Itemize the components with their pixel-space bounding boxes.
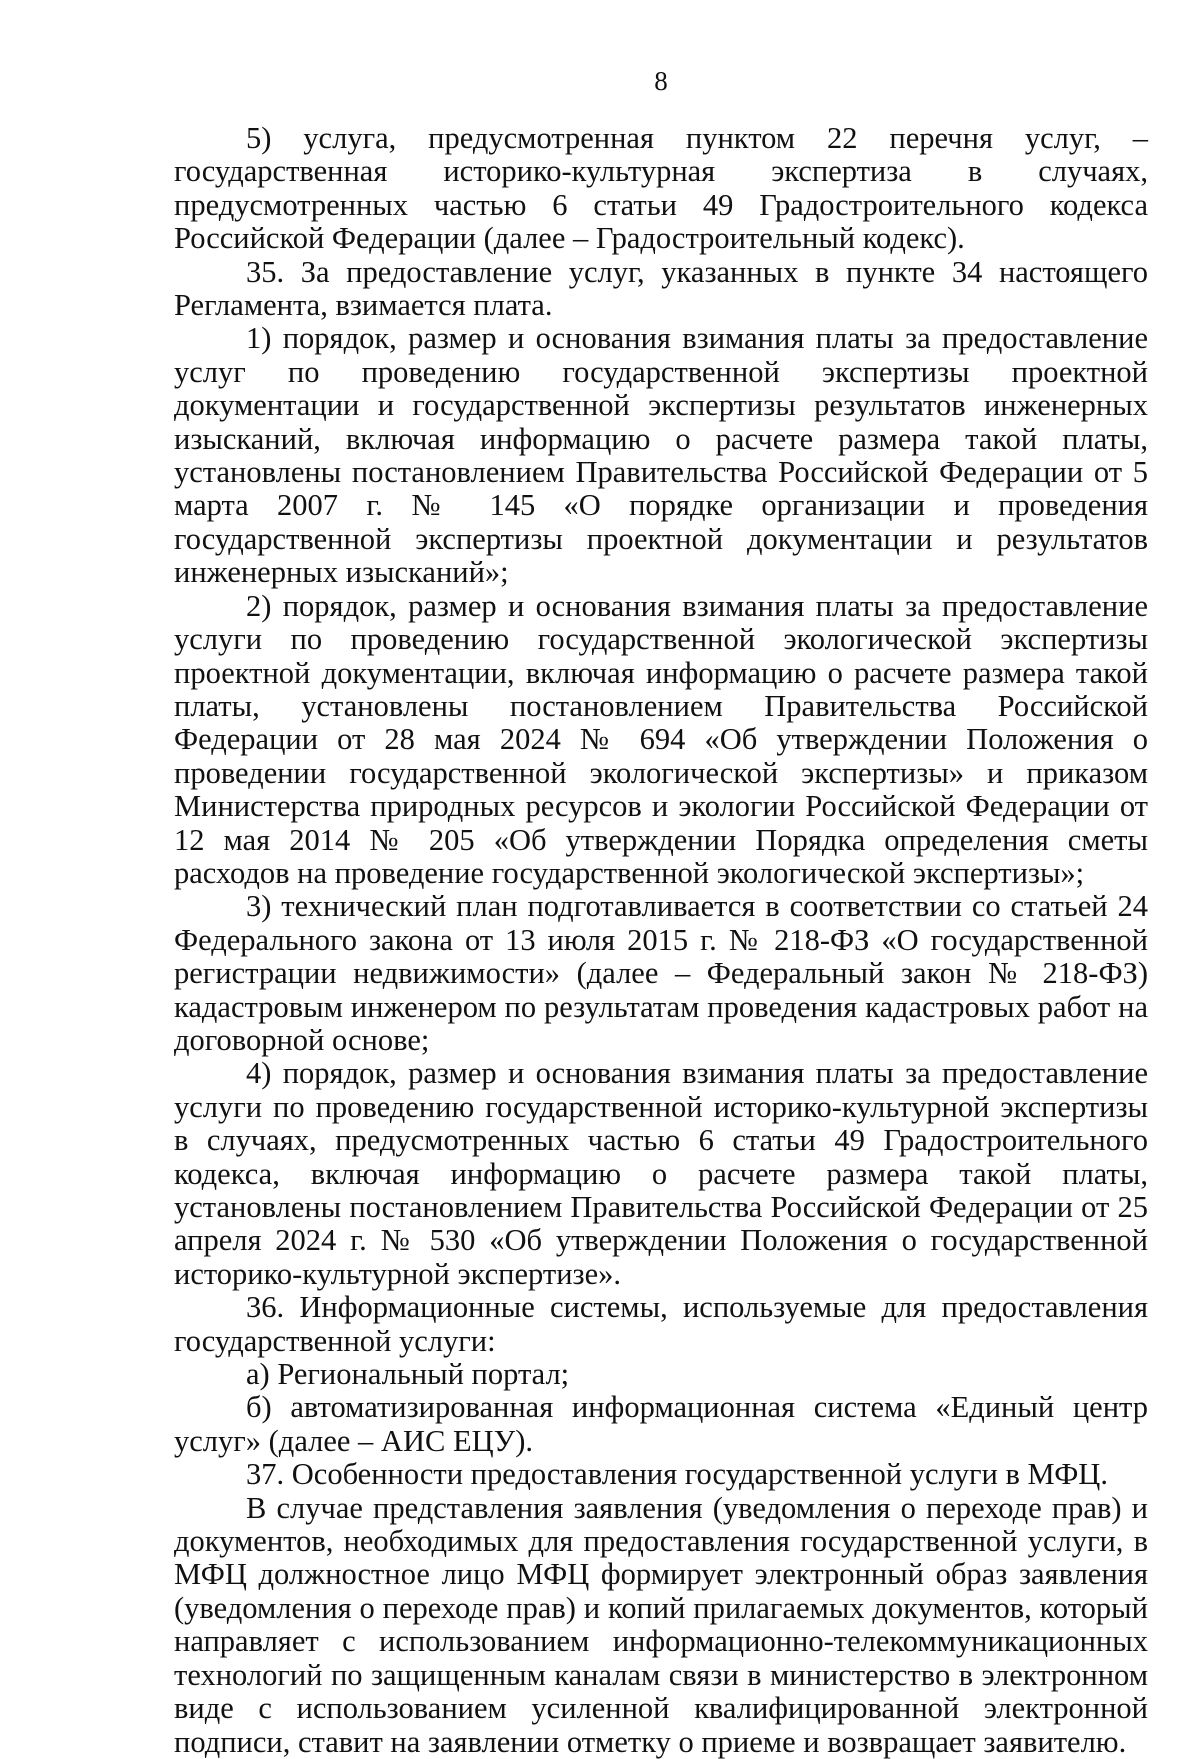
paragraph-item-5-historical-expertise: 5) услуга, предусмотренная пунктом 22 перечня услуг, – государственная историко-культурная экспертиза в случаях, предусмотренных частью 6 статьи 49 Градостроительного кодекса Российской Федерации (далее – Градостроительный кодекс). [174, 121, 1148, 256]
document-body [174, 122, 1148, 1759]
paragraph-fee-3-technical-plan: 3) технический план подготавливается в соответствии со статьей 24 Федерального закона от 13 июля 2015 г. № 218-ФЗ «О государственной регистрации недвижимости» (далее – Федеральный закон № 218-ФЗ) кадастровым инженером по результатам проведения кадастровых работ на договорной основе; [174, 889, 1148, 1057]
paragraph-36-information-systems: 36. Информационные системы, используемые для предоставления государственной услуги: [174, 1290, 1148, 1358]
paragraph-fee-4-historical-expertise: 4) порядок, размер и основания взимания платы за предоставление услуги по проведению государственной историко-культурной экспертизы в случаях, предусмотренных частью 6 статьи 49 Градостроительного кодекса, включая информацию о расчете размера такой платы, установлены постановлением Правительства Российской Федерации от 25 апреля 2024 г. № 530 «Об утверждении Положения о государственной историко-культурной экспертизе». [174, 1056, 1148, 1291]
paragraph-35-fees: 35. За предоставление услуг, указанных в пункте 34 настоящего Регламента, взимается плата. [174, 254, 1148, 323]
paragraph-36b-ais-ecu: б) автоматизированная информационная система «Единый центр услуг» (далее – АИС ЕЦУ). [174, 1390, 1148, 1458]
paragraph-37-mfc-features: 37. Особенности предоставления государственной услуги в МФЦ. [246, 1457, 1108, 1492]
paragraph-36a-regional-portal: а) Региональный портал; [246, 1357, 570, 1392]
page-number: 8 [654, 66, 668, 96]
paragraph-37-mfc-procedure: В случае представления заявления (уведомления о переходе прав) и документов, необходимых для предоставления государственной услуги, в МФЦ должностное лицо МФЦ формирует электронный образ заявления (уведомления о переходе прав) и копий прилагаемых документов, который направляет с использованием информационно-телекоммуникационных технологий по защищенным каналам связи в министерство в электронном виде с использованием усиленной квалифицированной электронной подписи, ставит на заявлении отметку о приеме и возвращает заявителю. [174, 1490, 1148, 1759]
paragraph-fee-2-ecological-expertise: 2) порядок, размер и основания взимания платы за предоставление услуги по проведению государственной экологической экспертизы проектной документации, включая информацию о расчете размера такой платы, установлены постановлением Правительства Российской Федерации от 28 мая 2024 № 694 «Об утверждении Положения о проведении государственной экологической экспертизы» и приказом Министерства природных ресурсов и экологии Российской Федерации от 12 мая 2014 № 205 «Об утверждении Порядка определения сметы расходов на проведение государственной экологической экспертизы»; [174, 588, 1148, 890]
paragraph-fee-1-project-expertise: 1) порядок, размер и основания взимания платы за предоставление услуг по проведению государственной экспертизы проектной документации и государственной экспертизы результатов инженерных изысканий, включая информацию о расчете размера такой платы, установлены постановлением Правительства Российской Федерации от 5 марта 2007 г. № 145 «О порядке организации и проведения государственной экспертизы проектной документации и результатов инженерных изысканий»; [174, 321, 1148, 590]
